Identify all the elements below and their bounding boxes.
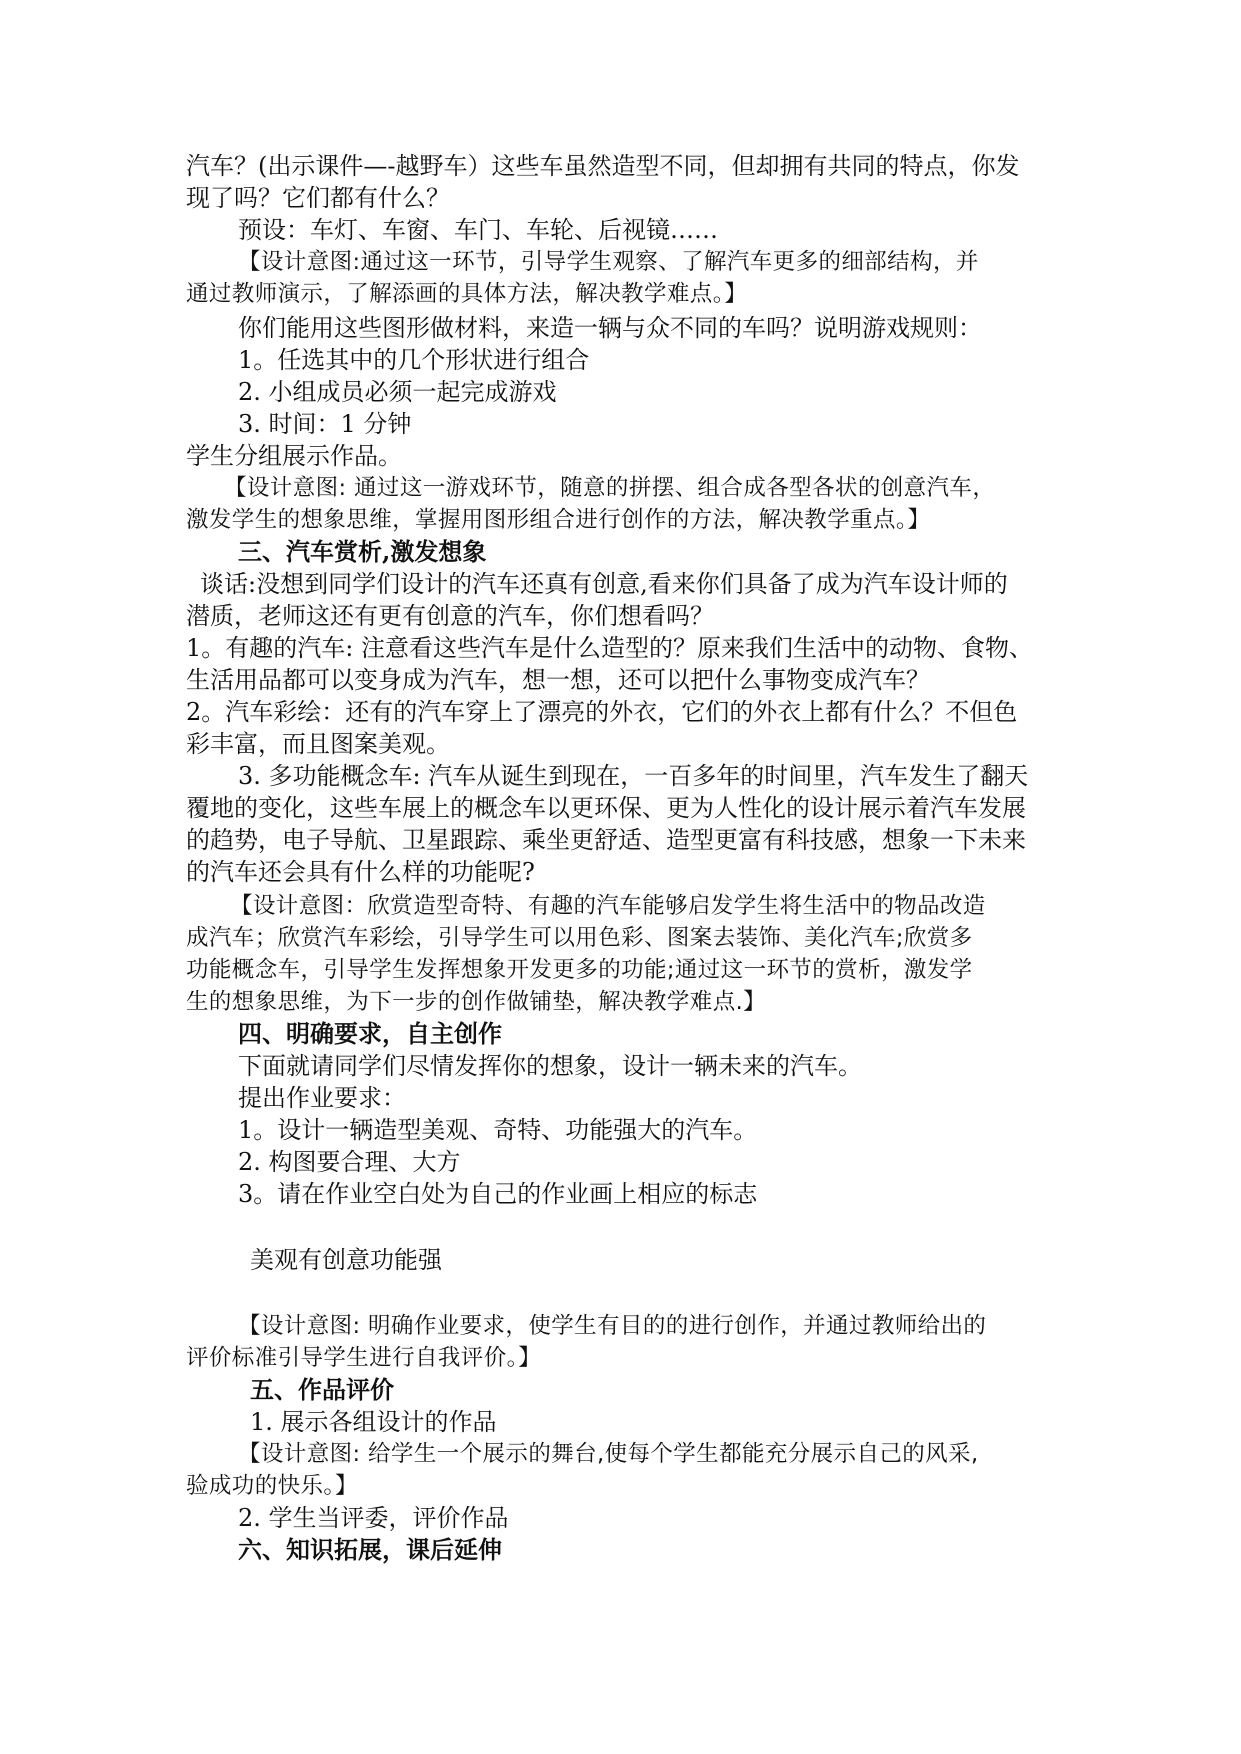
text-line: 学生分组展示作品。 <box>186 442 402 470</box>
list-item: 3. 时间：1 分钟 <box>238 410 412 438</box>
text-line: 你们能用这些图形做材料，来造一辆与众不同的车吗？说明游戏规则： <box>238 314 982 342</box>
text-line: 现了吗？它们都有什么？ <box>186 184 450 212</box>
list-item: 1. 展示各组设计的作品 <box>250 1408 497 1436</box>
section-heading: 六、知识拓展，课后延伸 <box>238 1535 502 1564</box>
text-line: 彩丰富，而且图案美观。 <box>186 730 450 758</box>
text-line: 潜质，老师这还有更有创意的汽车，你们想看吗？ <box>186 602 714 630</box>
list-item: 3. 多功能概念车: 汽车从诞生到现在，一百多年的时间里，汽车发生了翻天 <box>238 762 1029 790</box>
list-item: 2. 构图要合理、大方 <box>238 1148 461 1176</box>
section-heading: 三、汽车赏析,激发想象 <box>238 537 487 566</box>
section-heading: 五、作品评价 <box>250 1375 394 1404</box>
text-line: 汽车？(出示课件—-越野车）这些车虽然造型不同，但却拥有共同的特点，你发 <box>186 152 1020 180</box>
list-item: 3。请在作业空白处为自己的作业画上相应的标志 <box>238 1180 758 1208</box>
design-intent-note: 激发学生的想象思维，掌握用图形组合进行创作的方法，解决教学重点。】 <box>186 507 931 533</box>
section-heading: 四、明确要求，自主创作 <box>238 1019 502 1048</box>
list-item: 1。任选其中的几个形状进行组合 <box>238 346 590 374</box>
list-item: 1。设计一辆造型美观、奇特、功能强大的汽车。 <box>238 1116 758 1144</box>
text-line: 的趋势，电子导航、卫星跟踪、乘坐更舒适、造型更富有科技感，想象一下未来 <box>186 826 1026 854</box>
design-intent-note: 【设计意图：欣赏造型奇特、有趣的汽车能够启发学生将生活中的物品改造 <box>230 893 986 919</box>
design-intent-note: 功能概念车，引导学生发挥想象开发更多的功能;通过这一环节的赏析，激发学 <box>186 957 973 983</box>
design-intent-note: 【设计意图: 给学生一个展示的舞台,使每个学生都能充分展示自己的风采, <box>238 1441 979 1467</box>
text-line: 提出作业要求： <box>238 1084 406 1112</box>
list-item: 1。有趣的汽车: 注意看这些汽车是什么造型的？原来我们生活中的动物、食物、 <box>186 634 1033 662</box>
list-item: 2。汽车彩绘：还有的汽车穿上了漂亮的外衣，它们的外衣上都有什么？不但色 <box>186 698 1018 726</box>
design-intent-note: 【设计意图:通过这一环节，引导学生观察、了解汽车更多的细部结构，并 <box>238 249 979 275</box>
list-item: 2. 学生当评委，评价作品 <box>238 1504 509 1532</box>
text-line: 谈话:没想到同学们设计的汽车还真有创意,看来你们具备了成为汽车设计师的 <box>200 570 1008 598</box>
design-intent-note: 生的想象思维，为下一步的创作做铺垫，解决教学难点.】 <box>186 989 767 1015</box>
design-intent-note: 评价标准引导学生进行自我评价。】 <box>186 1345 542 1371</box>
text-line: 预设：车灯、车窗、车门、车轮、后视镜…… <box>238 216 718 244</box>
text-line: 下面就请同学们尽情发挥你的想象，设计一辆未来的汽车。 <box>238 1052 862 1080</box>
evaluation-criteria: 美观有创意功能强 <box>250 1246 442 1274</box>
design-intent-note: 通过教师演示，了解添画的具体方法，解决教学难点。】 <box>186 281 748 307</box>
text-line: 覆地的变化，这些车展上的概念车以更环保、更为人性化的设计展示着汽车发展 <box>186 794 1026 822</box>
design-intent-note: 【设计意图: 明确作业要求，使学生有目的的进行创作，并通过教师给出的 <box>238 1313 987 1339</box>
list-item: 2. 小组成员必须一起完成游戏 <box>238 378 557 406</box>
text-line: 生活用品都可以变身成为汽车，想一想，还可以把什么事物变成汽车？ <box>186 666 930 694</box>
design-intent-note: 验成功的快乐。】 <box>186 1473 358 1499</box>
design-intent-note: 成汽车；欣赏汽车彩绘，引导学生可以用色彩、图案去装饰、美化汽车;欣赏多 <box>186 925 973 951</box>
design-intent-note: 【设计意图: 通过这一游戏环节，随意的拼摆、组合成各型各状的创意汽车， <box>224 475 996 501</box>
text-line: 的汽车还会具有什么样的功能呢? <box>186 858 535 886</box>
